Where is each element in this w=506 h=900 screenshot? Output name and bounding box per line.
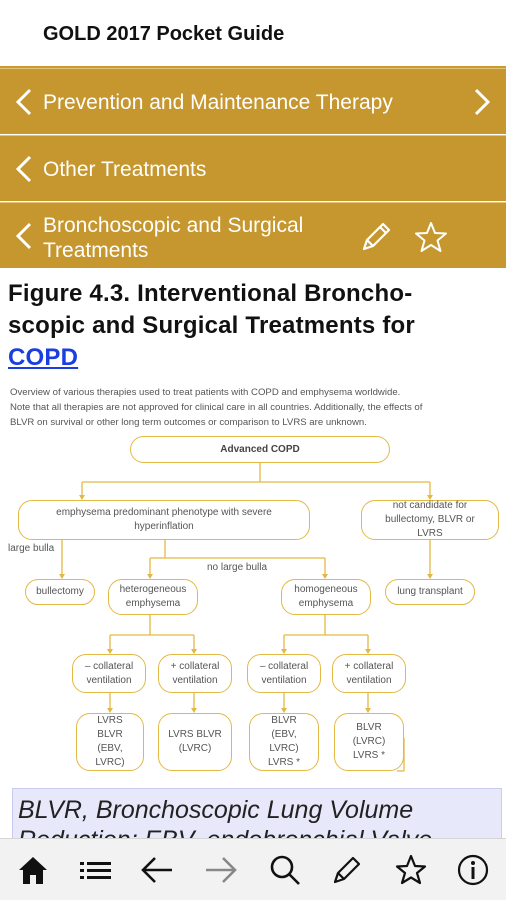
edge-label-no-large-bulla: no large bulla: [207, 562, 268, 573]
chevron-left-icon[interactable]: [14, 154, 34, 184]
info-icon[interactable]: [456, 853, 490, 887]
list-icon[interactable]: [78, 853, 112, 887]
bottom-toolbar: [0, 838, 506, 900]
node-leaf-blvr-lvrs: BLVR (EBV, LVRC) LVRS *: [249, 713, 319, 771]
nav-row-label-line1: Bronchoscopic and Surgical: [43, 214, 304, 237]
node-plus-collateral: + collateral ventilation: [158, 654, 232, 693]
star-icon[interactable]: [394, 853, 428, 887]
node-homogeneous: homogeneous emphysema: [281, 579, 371, 615]
overview-line: Note that all therapies are not approved for clinical care in all countries. Additionally, the effects of: [10, 402, 423, 413]
chevron-left-icon[interactable]: [14, 221, 34, 251]
overview-line: Overview of various therapies used to treat patients with COPD and emphysema worldwide.: [10, 387, 401, 398]
node-not-candidate: not candidate for bullectomy, BLVR or LVRS: [361, 500, 499, 540]
nav-row-bronchoscopic[interactable]: [0, 202, 506, 268]
node-plus-collateral: + collateral ventilation: [332, 654, 406, 693]
figure-heading-line2: scopic and Surgical Treatments for: [8, 312, 415, 339]
star-icon[interactable]: [413, 219, 449, 255]
figure-heading-line1: Figure 4.3. Interventional Broncho-: [8, 280, 413, 307]
nav-row-label-line2: Treatments: [43, 239, 149, 262]
chevron-left-icon[interactable]: [14, 87, 34, 117]
node-leaf-lvrs-blvr: LVRS BLVR (EBV, LVRC): [76, 713, 144, 771]
node-leaf-blvr-lvrc-lvrs: BLVR (LVRC) LVRS *: [334, 713, 404, 771]
node-heterogeneous: heterogeneous emphysema: [108, 579, 198, 615]
abbreviations-text: BLVR, Bronchoscopic Lung Volume: [18, 796, 414, 824]
overview-line: BLVR on survival or other long term outcomes or comparison to LVRS are unknown.: [10, 417, 367, 428]
node-leaf-lvrs-blvr-lvrc: LVRS BLVR (LVRC): [158, 713, 232, 771]
treatment-flowchart: [0, 428, 506, 778]
figure-overview: [10, 385, 500, 430]
nav-row-label: Other Treatments: [43, 158, 207, 181]
home-icon[interactable]: [16, 853, 50, 887]
content-area[interactable]: [0, 268, 506, 838]
node-bullectomy: bullectomy: [25, 579, 95, 605]
app-header: [0, 0, 506, 68]
chevron-right-icon[interactable]: [472, 87, 492, 117]
search-icon[interactable]: [268, 853, 302, 887]
app-title: GOLD 2017 Pocket Guide: [43, 23, 285, 45]
copd-link[interactable]: COPD: [8, 344, 79, 371]
node-minus-collateral: – collateral ventilation: [72, 654, 146, 693]
arrow-right-icon[interactable]: [204, 853, 238, 887]
nav-row-label: [43, 213, 343, 263]
nav-row-prevention[interactable]: [0, 68, 506, 134]
nav-row-other-treatments[interactable]: [0, 135, 506, 201]
node-emphysema-phenotype: emphysema predominant phenotype with severe hyperinflation: [18, 500, 310, 540]
node-minus-collateral: – collateral ventilation: [247, 654, 321, 693]
nav-row-label: Prevention and Maintenance Therapy: [43, 91, 393, 114]
figure-heading: [8, 278, 498, 374]
node-advanced-copd: Advanced COPD: [130, 436, 390, 463]
pencil-icon[interactable]: [358, 219, 394, 255]
arrow-left-icon[interactable]: [140, 853, 174, 887]
edge-label-large-bulla: large bulla: [8, 543, 55, 554]
pencil-icon[interactable]: [330, 853, 364, 887]
node-lung-transplant: lung transplant: [385, 579, 475, 605]
